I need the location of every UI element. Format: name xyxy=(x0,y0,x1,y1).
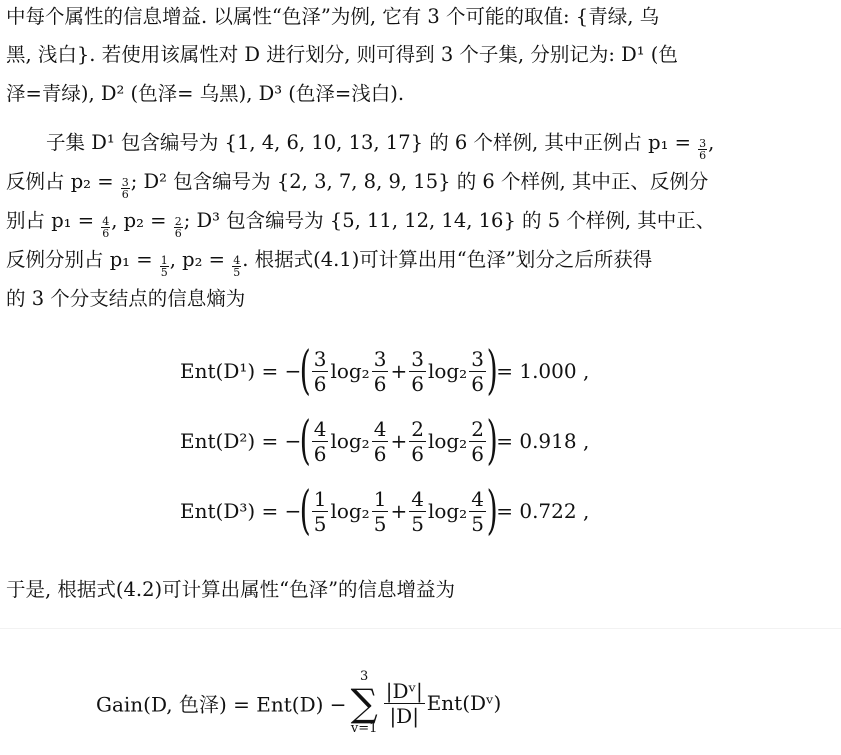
gain-fraction: $\frac{\text{|Dᵛ|}}{|D|}$ xyxy=(385,678,423,728)
left-paren: ( xyxy=(299,411,312,471)
fraction-p1b: $\frac{4}{6}$ xyxy=(102,215,110,240)
right-paren: ) xyxy=(486,411,498,471)
para2-line5: 的 3 个分支结点的信息熵为 xyxy=(6,287,246,310)
equation-fraction: $\frac{3}{6}$ xyxy=(411,346,424,396)
para2-line2: 反例占 p₂ = $\frac{3}{6}$ ; D² 包含编号为 {2, 3, 7, 8, 9, 15} 的 6 个样例, 其中正、反例分 xyxy=(6,170,709,201)
equation-fraction: $\frac{4}{5}$ xyxy=(471,486,484,536)
sigma-symbol: ∑ xyxy=(350,681,378,725)
para2-line4: 反例分别占 p₁ = $\frac{1}{5}$ , p₂ = $\frac{4}{5}$ . 根据式(4.1)可计算出用“色泽”划分之后所获得 xyxy=(6,248,653,279)
gain-formula: Gain(D, 色泽) = Ent(D) − 3 ∑ v=1 $\frac{\text{|Dᵛ|}}{|D|}$ Ent(Dᵛ) xyxy=(96,669,502,736)
para1-line1: 中每个属性的信息增益. 以属性“色泽”为例, 它有 3 个可能的取值: {青绿, 乌 xyxy=(6,5,660,28)
fraction-p1a: $\frac{3}{6}$ xyxy=(699,137,707,162)
entropy-equation-3: Ent(D³) = −( $\frac{1}{5}$ log₂ $\frac{1}{5}$ + $\frac{4}{5}$ log₂ $\frac{4}{5}$ )= 0.722 , xyxy=(180,481,590,541)
equation-fraction: $\frac{2}{6}$ xyxy=(471,416,484,466)
para2-line1: 子集 D¹ 包含编号为 {1, 4, 6, 10, 13, 17} 的 6 个样例, 其中正例占 p₁ = $\frac{3}{6}$ , xyxy=(46,131,715,162)
left-paren: ( xyxy=(299,341,312,401)
fraction-p2c: $\frac{4}{5}$ xyxy=(233,254,241,279)
equation-fraction: $\frac{1}{5}$ xyxy=(313,486,327,536)
entropy-equation-1: Ent(D¹) = −( $\frac{3}{6}$ log₂ $\frac{3}{6}$ + $\frac{3}{6}$ log₂ $\frac{3}{6}$ )= 1.000 , xyxy=(180,341,590,401)
equation-fraction: $\frac{4}{5}$ xyxy=(411,486,424,536)
right-paren: ) xyxy=(486,481,498,541)
right-paren: ) xyxy=(486,341,498,401)
entropy-equation-2: Ent(D²) = −( $\frac{4}{6}$ log₂ $\frac{4}{6}$ + $\frac{2}{6}$ log₂ $\frac{2}{6}$ )= 0.918 , xyxy=(180,411,590,471)
equation-fraction: $\frac{4}{6}$ xyxy=(373,416,387,466)
fraction-p1c: $\frac{1}{5}$ xyxy=(160,254,168,279)
equation-fraction: $\frac{3}{6}$ xyxy=(471,346,484,396)
equation-fraction: $\frac{2}{6}$ xyxy=(411,416,424,466)
left-paren: ( xyxy=(299,481,312,541)
para1-line3: 泽=青绿), D² (色泽= 乌黑), D³ (色泽=浅白). xyxy=(6,82,405,105)
para3-line: 于是, 根据式(4.2)可计算出属性“色泽”的信息增益为 xyxy=(6,578,456,601)
para1-line2: 黑, 浅白}. 若使用该属性对 D 进行划分, 则可得到 3 个子集, 分别记为: D¹ (色 xyxy=(6,43,678,66)
equation-fraction: $\frac{3}{6}$ xyxy=(313,346,327,396)
equation-fraction: $\frac{1}{5}$ xyxy=(373,486,387,536)
equation-fraction: $\frac{3}{6}$ xyxy=(373,346,387,396)
para2-line3: 别占 p₁ = $\frac{4}{6}$ , p₂ = $\frac{2}{6}$ ; D³ 包含编号为 {5, 11, 12, 14, 16} 的 5 个样例, 其中正、 xyxy=(6,209,716,240)
fraction-p2b: $\frac{2}{6}$ xyxy=(174,215,182,240)
fraction-p2a: $\frac{3}{6}$ xyxy=(121,176,129,201)
summation: 3 ∑ v=1 xyxy=(350,669,378,736)
divider xyxy=(0,628,841,629)
equation-fraction: $\frac{4}{6}$ xyxy=(313,416,327,466)
